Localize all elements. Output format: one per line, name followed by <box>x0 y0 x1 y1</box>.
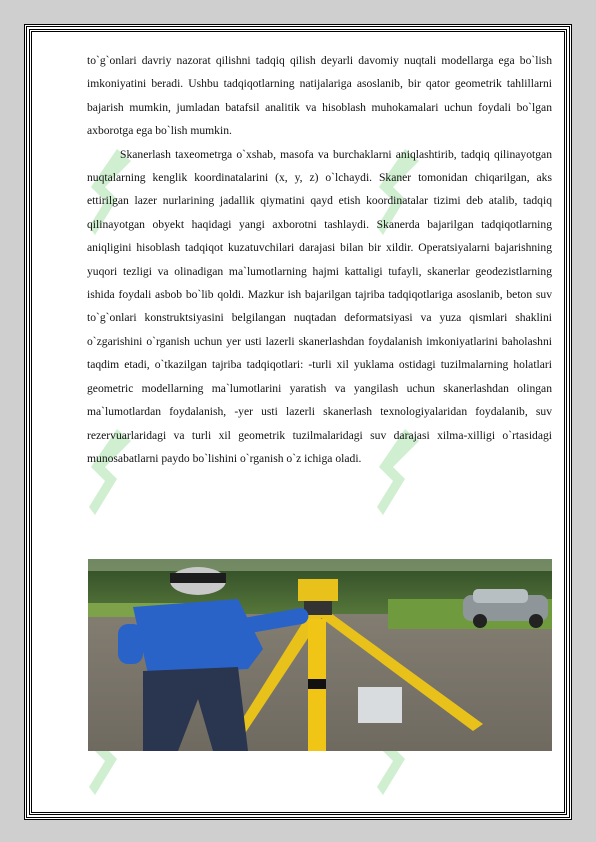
paragraph-2: Skanerlash taxeometrga o`xshab, masofa va burchaklarni aniqlashtirib, tadqiq qilinayotgan nuqtalarning kenglik koordinatalarini (x, y, z) o`lchaydi. Skaner tomonidan chiqarilgan, aks ettirilgan lazer nurlarining jadallik qiymatini qayd etish koordinatalar tizimi deb atalib, tadqiq qilinayotgan obyekt haqidagi yangi axborotni tashlaydi. Skanerda bajarilgan tadqiqotlarning aniqligini hisoblash tadqiqot kuzatuvchilari darajasi bilan bir xildir. Operatsiyalarni bajarishning yuqori tezligi va olinadigan ma`lumotlarning hajmi kattaligi tufayli, skanerlar geodezistlarning ishida foydali asbob bo`lib qoldi. Mazkur ish bajarilgan tajriba tadqiqotlariga asoslanib, beton suv to`g`onlari konstruktsiyasini belgilangan nuqtadan deformatsiyasi va yuza qismlari shaklini o`zgarishini o`rganish uchun yer usti lazerli skanerlashdan foydalanish imkoniyatlarini baholashni taqdim etadi, o`tkazilgan tajriba tadqiqotlari: -turli xil yuklama ostidagi tuzilmalarning holatlari geometric modellarning ma`lumotlarini yaratish va yangilash uchun skanerlashdan olingan ma`lumotlardan foydalanish, -yer usti lazerli skanerlash texnologiyalaridan foydalanib, suv rezervuarlaridagi va turli xil geometrik tuzilmalaridagi suv darajasi xilma-xilligi o`rtasidagi munosabatlarni paydo bo`lishini o`rganish o`z ichiga oladi. <box>87 147 552 465</box>
body-text <box>87 49 552 470</box>
paragraph-1: to`g`onlari davriy nazorat qilishni tadqiq qilish deyarli davomiy nuqtali modellarga ega bo`lish imkoniyatini beradi. Ushbu tadqiqotlarning natijalariga asoslanib, bir qator geometrik tahlillarni bajarish mumkin, jumladan batafsil analitik va hisoblash muhokamalari uchun foydali bo`lgan axborotga ega bo`lish mumkin. <box>87 54 552 138</box>
surveyor-tripod-photo <box>88 559 552 751</box>
document-page <box>24 24 572 820</box>
